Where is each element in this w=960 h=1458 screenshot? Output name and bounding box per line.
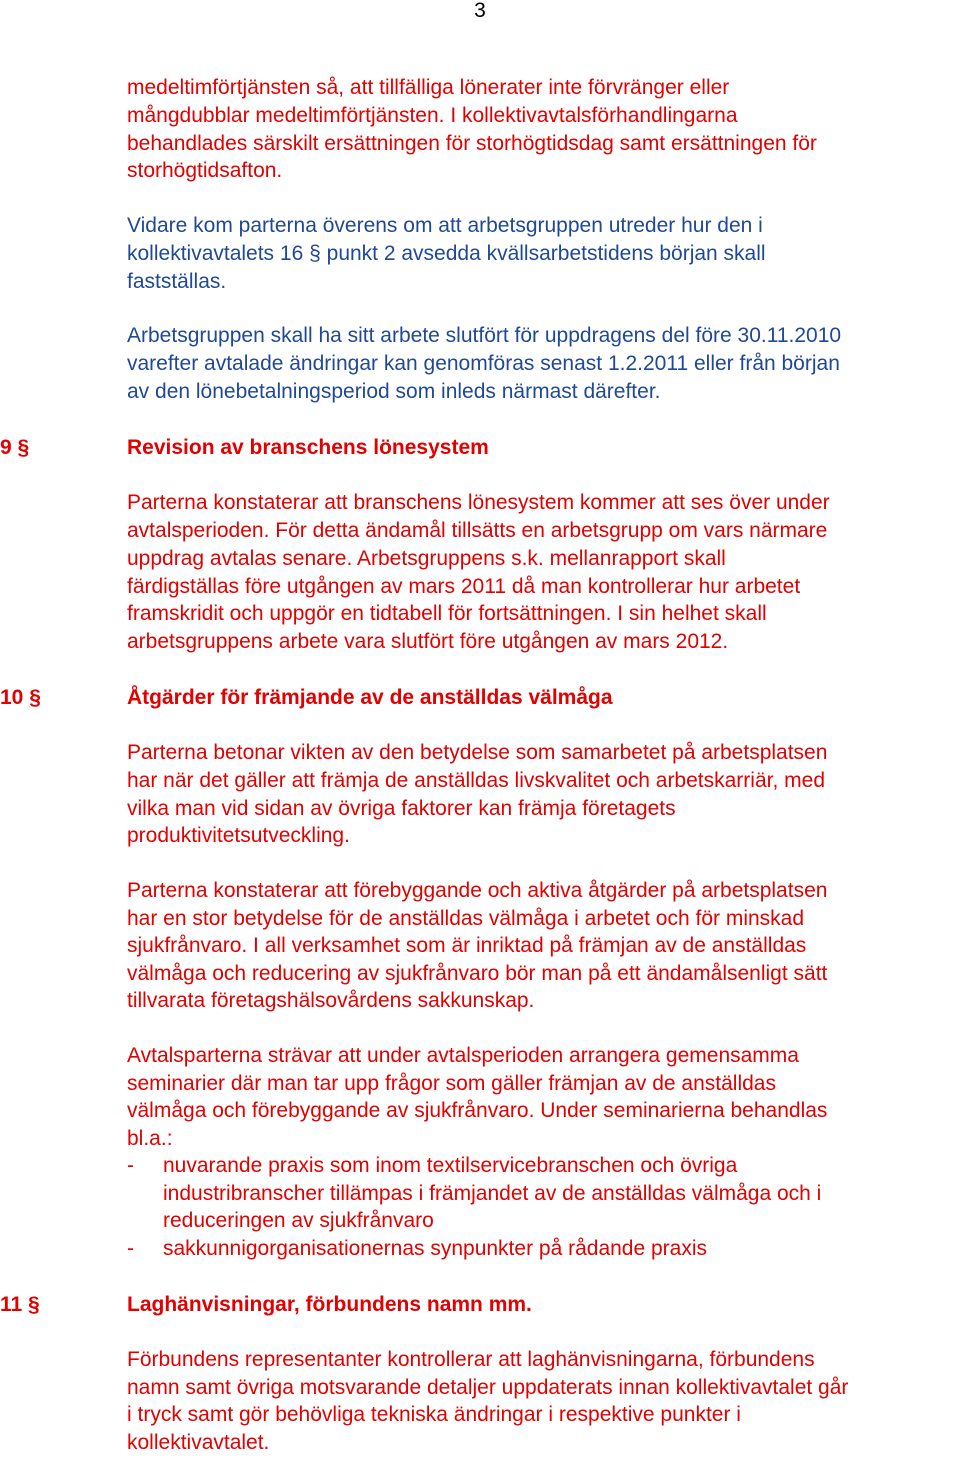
section-line: Avtalsparterna strävar att under avtalsperioden arrangera gemensamma — [127, 1044, 799, 1067]
bullet-dash: - — [127, 1154, 134, 1177]
section-line: produktivitetsutveckling. — [127, 824, 350, 847]
paragraph-line: varefter avtalade ändringar kan genomföras senast 1.2.2011 eller från början — [127, 352, 840, 375]
section-sign: § — [17, 436, 30, 459]
section-number: 9 § — [0, 436, 30, 459]
section-line: seminarier där man tar upp frågor som gäller främjan av de anställdas — [127, 1072, 776, 1095]
section-line: framskridit och uppgör en tidtabell för fortsättningen. I sin helhet skall — [127, 602, 767, 625]
section-title: Laghänvisningar, förbundens namn mm. — [127, 1293, 532, 1316]
paragraph-line: medeltimförtjänsten så, att tillfälliga lönerater inte förvränger eller — [127, 76, 730, 99]
section-line: i tryck samt gör behövliga tekniska ändringar i respektive punkter i — [127, 1403, 741, 1426]
paragraph-line: Vidare kom parterna överens om att arbetsgruppen utreder hur den i — [127, 214, 763, 237]
section-number: 11 § — [0, 1293, 40, 1316]
paragraph-fragment: punkt 2 avsedda kvällsarbetstidens början skall — [326, 242, 766, 265]
section-sign: § — [29, 686, 41, 709]
section-line: bl.a.: — [127, 1127, 173, 1150]
paragraph-line: fastställas. — [127, 270, 227, 293]
section-line: välmåga och förebyggande av sjukfrånvaro. Under seminarierna behandlas — [127, 1099, 828, 1122]
section-line: namn samt övriga motsvarande detaljer uppdaterats innan kollektivavtalet går — [127, 1376, 849, 1399]
section-line: sjukfrånvaro. I all verksamhet som är inriktad på främjan av de anställdas — [127, 934, 807, 957]
bullet-line: sakkunnigorganisationernas synpunkter på rådande praxis — [163, 1237, 708, 1260]
section-title: Åtgärder för främjande av de anställdas välmåga — [127, 686, 613, 709]
paragraph-line: behandlades särskilt ersättningen för storhögtidsdag samt ersättningen för — [127, 132, 817, 155]
section-line: kollektivavtalet. — [127, 1431, 270, 1454]
section-title: Revision av branschens lönesystem — [127, 436, 489, 459]
section-line: har en stor betydelse för de anställdas välmåga i arbetet och för minskad — [127, 907, 805, 930]
section-line: Parterna konstaterar att förebyggande och aktiva åtgärder på arbetsplatsen — [127, 879, 828, 902]
paragraph-line: Arbetsgruppen skall ha sitt arbete slutfört för uppdragens del före 30.11.2010 — [127, 324, 842, 347]
paragraph-line: av den lönebetalningsperiod som inleds närmast därefter. — [127, 380, 661, 403]
section-line: Parterna konstaterar att branschens lönesystem kommer att ses över under — [127, 491, 830, 514]
bullet-line: industribranscher tillämpas i främjandet av de anställdas välmåga och i — [163, 1182, 822, 1205]
section-line: välmåga och reducering av sjukfrånvaro bör man på ett ändamålsenligt sätt — [127, 962, 828, 985]
section-line: vilka man vid sidan av övriga faktorer kan främja företagets — [127, 797, 676, 820]
bullet-line: reduceringen av sjukfrånvaro — [163, 1209, 434, 1232]
section-sign: § — [309, 242, 321, 265]
paragraph-line: storhögtidsafton. — [127, 159, 283, 182]
section-sign: § — [28, 1293, 40, 1316]
page-number: 3 — [474, 0, 486, 22]
section-line: arbetsgruppens arbete vara slutfört före utgången av mars 2012. — [127, 630, 729, 653]
section-line: tillvarata företagshälsovårdens sakkunskap. — [127, 989, 535, 1012]
section-number: 10 § — [0, 686, 41, 709]
bullet-dash: - — [127, 1237, 134, 1260]
section-line: Förbundens representanter kontrollerar att laghänvisningarna, förbundens — [127, 1348, 815, 1371]
section-line: avtalsperioden. För detta ändamål tillsätts en arbetsgrupp om vars närmare — [127, 519, 828, 542]
paragraph-line — [127, 240, 766, 268]
section-line: uppdrag avtalas senare. Arbetsgruppens s.k. mellanrapport skall — [127, 547, 726, 570]
section-line: har när det gäller att främja de anställdas livskvalitet och arbetskarriär, med — [127, 769, 825, 792]
bullet-line: nuvarande praxis som inom textilservicebranschen och övriga — [163, 1154, 738, 1177]
section-line: Parterna betonar vikten av den betydelse som samarbetet på arbetsplatsen — [127, 741, 828, 764]
paragraph-line: mångdubblar medeltimförtjänsten. I kollektivavtalsförhandlingarna — [127, 104, 738, 127]
paragraph-fragment: kollektivavtalets 16 — [127, 242, 304, 265]
section-line: färdigställas före utgången av mars 2011 då man kontrollerar hur arbetet — [127, 575, 801, 598]
